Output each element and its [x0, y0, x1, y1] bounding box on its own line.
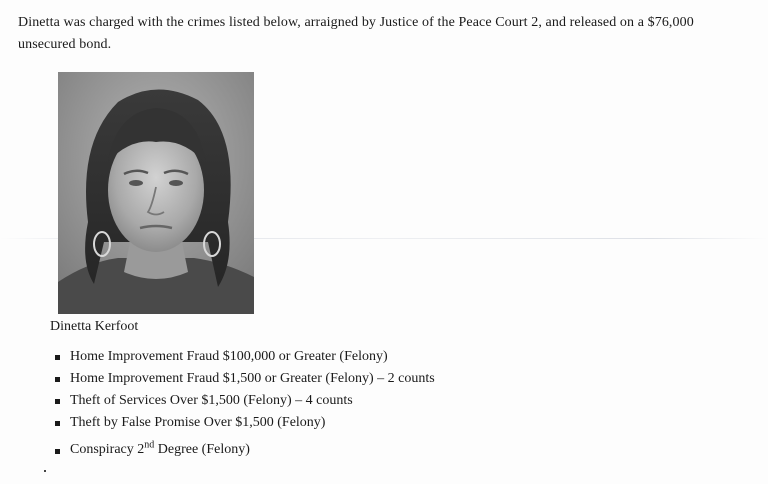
- charge-text: Home Improvement Fraud $100,000 or Greater (Felony): [70, 349, 388, 364]
- scan-speck: [44, 470, 46, 472]
- charge-text-post: Degree (Felony): [154, 442, 250, 457]
- square-bullet-icon: [55, 355, 60, 360]
- photo-caption: Dinetta Kerfoot: [50, 319, 139, 334]
- ordinal-suffix: nd: [144, 439, 155, 451]
- square-bullet-icon: [55, 449, 60, 454]
- charge-text: Theft by False Promise Over $1,500 (Felony): [70, 415, 326, 430]
- charge-text-pre: Conspiracy 2: [70, 442, 145, 457]
- square-bullet-icon: [55, 399, 60, 404]
- charge-item: [55, 346, 435, 368]
- square-bullet-icon: [55, 421, 60, 426]
- intro-line-2: unsecured bond.: [18, 37, 112, 52]
- square-bullet-icon: [55, 377, 60, 382]
- mugshot-photo: [58, 72, 254, 314]
- charge-item: [55, 412, 435, 434]
- charge-item: [55, 368, 435, 390]
- charge-text: Theft of Services Over $1,500 (Felony) – 4 counts: [70, 393, 353, 408]
- charge-text: [70, 439, 250, 457]
- charge-text: Home Improvement Fraud $1,500 or Greater (Felony) – 2 counts: [70, 371, 435, 386]
- charges-list: [55, 346, 435, 462]
- intro-line-1: Dinetta was charged with the crimes listed below, arraigned by Justice of the Peace Court 2, and released on a $76,000: [18, 15, 694, 30]
- charge-item: [55, 436, 435, 462]
- intro-paragraph: [18, 12, 752, 56]
- charge-item: [55, 390, 435, 412]
